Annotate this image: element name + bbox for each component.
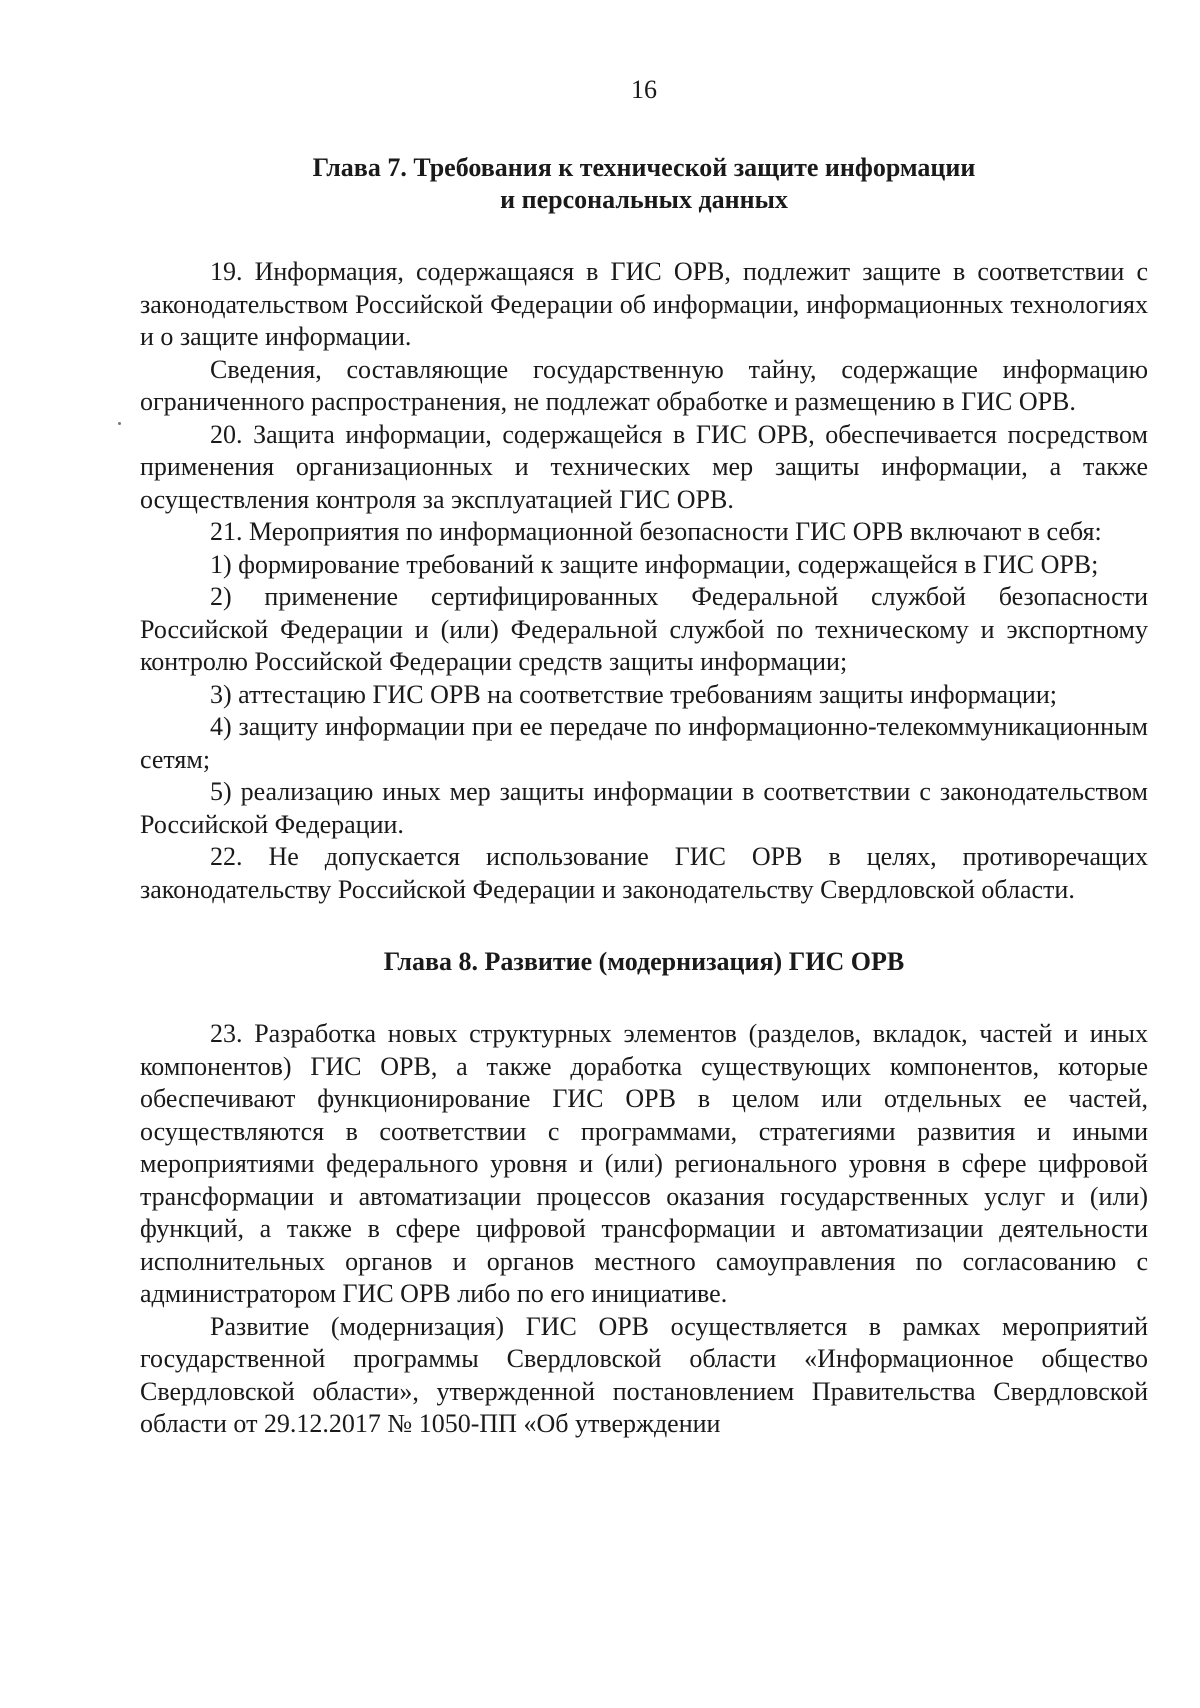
chapter-7-heading [140, 152, 1148, 216]
paragraph-state-secret: Сведения, составляющие государственную тайну, содержащие информацию ограниченного распространения, не подлежат обработке и размещению в ГИС ОРВ. [140, 354, 1148, 416]
list-item-3: 3) аттестацию ГИС ОРВ на соответствие требованиям защиты информации; [210, 679, 1057, 709]
chapter-8-heading [140, 946, 1148, 978]
scan-dot-mark [118, 422, 121, 425]
paragraph-19: 19. Информация, содержащаяся в ГИС ОРВ, подлежит защите в соответствии с законодательством Российской Федерации об информации, информационных технологиях и о защите информации. [140, 257, 1148, 351]
page-number: 16 [631, 75, 657, 104]
list-item-1: 1) формирование требований к защите информации, содержащейся в ГИС ОРВ; [210, 549, 1099, 579]
chapter-8-body [140, 1018, 1148, 1441]
list-item-5: 5) реализацию иных мер защиты информации в соответствии с законодательством Российской Федерации. [140, 777, 1148, 839]
paragraph-21: 21. Мероприятия по информационной безопасности ГИС ОРВ включают в себя: [210, 517, 1102, 546]
list-item-4: 4) защиту информации при ее передаче по информационно-телекоммуникационным сетям; [140, 712, 1148, 774]
chapter-7-title-line-2: и персональных данных [500, 185, 788, 214]
paragraph-20: 20. Защита информации, содержащейся в ГИС ОРВ, обеспечивается посредством применения организационных и технических мер защиты информации, а также осуществления контроля за эксплуатацией ГИС ОРВ. [140, 419, 1148, 514]
chapter-8-title: Глава 8. Развитие (модернизация) ГИС ОРВ [383, 947, 905, 976]
paragraph-22: 22. Не допускается использование ГИС ОРВ в целях, противоречащих законодательству Российской Федерации и законодательству Свердловской области. [140, 842, 1148, 904]
chapter-7-body [140, 256, 1148, 906]
list-item-2: 2) применение сертифицированных Федеральной службой безопасности Российской Федерации и (или) Федеральной службой по техническому и экспортному контролю Российской Федерации средств защиты информации; [140, 582, 1148, 676]
document-page [140, 70, 1148, 1441]
paragraph-23: 23. Разработка новых структурных элементов (разделов, вкладок, частей и иных компонентов) ГИС ОРВ, а также доработка существующих компонентов, которые обеспечивают функционирование ГИС ОРВ в целом или отдельных ее частей, осуществляются в соответствии с программами, стратегиями развития и иными мероприятиями федерального уровня и (или) регионального уровня в сфере цифровой трансформации и автоматизации процессов оказания государственных услуг и (или) функций, а также в сфере цифровой трансформации и автоматизации деятельности исполнительных органов и органов местного самоуправления по согласованию с администратором ГИС ОРВ либо по его инициативе. [140, 1019, 1148, 1308]
paragraph-development: Развитие (модернизация) ГИС ОРВ осуществляется в рамках мероприятий государственной программы Свердловской области «Информационное общество Свердловской области», утвержденной постановлением Правительства Свердловской области от 29.12.2017 № 1050-ПП «Об утверждении [140, 1311, 1148, 1438]
chapter-7-title-line-1: Глава 7. Требования к технической защите информации [312, 153, 976, 182]
